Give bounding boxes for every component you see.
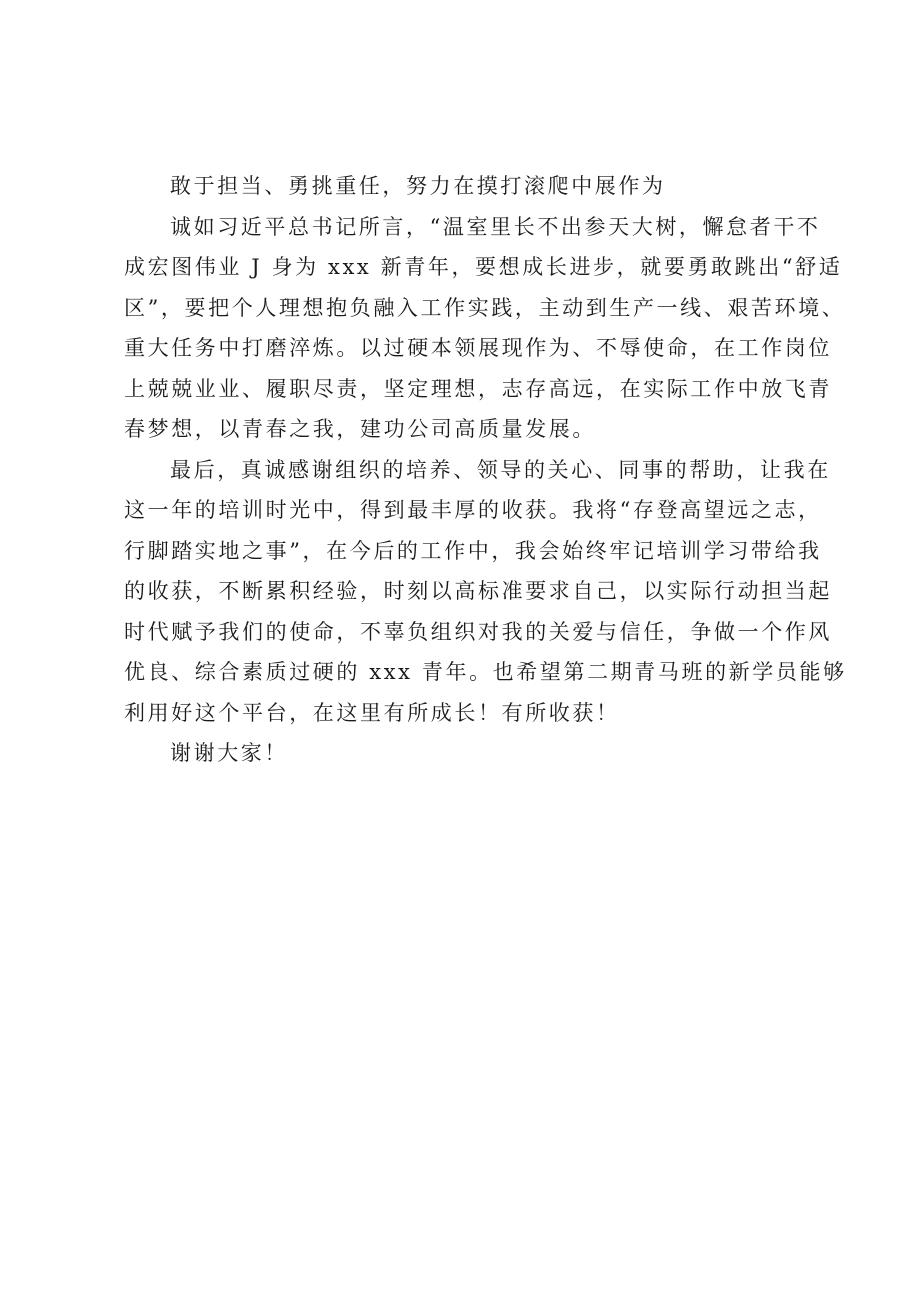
paragraph-line: 的收获，不断累积经验，时刻以高标准要求自己，以实际行动担当起 — [124, 579, 832, 603]
section-heading: 敢于担当、勇挑重任，努力在摸打滚爬中展作为 — [170, 174, 666, 198]
paragraph-line: 诚如习近平总书记所言，“温室里长不出参天大树，懈怠者干不 — [170, 214, 821, 239]
closing-line: 谢谢大家！ — [170, 741, 288, 765]
paragraph-line: 最后，真诚感谢组织的培养、领导的关心、同事的帮助，让我在 — [170, 457, 831, 482]
paragraph-1 — [124, 207, 846, 450]
paragraph-line: 行脚踏实地之事”，在今后的工作中，我会始终牢记培训学习带给我 — [124, 538, 822, 563]
paragraph-line: 上兢兢业业、履职尽责，坚定理想，志存高远，在实际工作中放飞青 — [124, 376, 832, 401]
paragraph-line: 利用好这个平台，在这里有所成长！有所收获！ — [124, 700, 620, 725]
paragraph-2 — [124, 450, 847, 734]
paragraph-line: 时代赋予我们的使命，不辜负组织对我的关爱与信任，争做一个作风 — [124, 619, 832, 644]
paragraph-line: 区”，要把个人理想抱负融入工作实践，主动到生产一线、艰苦环境、 — [124, 295, 846, 320]
paragraph-line: 重大任务中打磨淬炼。以过硬本领展现作为、不辱使命，在工作岗位 — [124, 336, 832, 360]
document-body — [124, 166, 847, 774]
paragraph-line: 优良、综合素质过硬的 xxx 青年。也希望第二期青马班的新学员能够 — [124, 660, 847, 684]
paragraph-line: 成宏图伟业 J 身为 xxx 新青年，要想成长进步，就要勇敢跳出“舒适 — [124, 255, 843, 279]
paragraph-line: 这一年的培训时光中，得到最丰厚的收获。我将“存登高望远之志， — [124, 498, 822, 522]
paragraph-line: 春梦想，以青春之我，建功公司高质量发展。 — [124, 417, 596, 441]
